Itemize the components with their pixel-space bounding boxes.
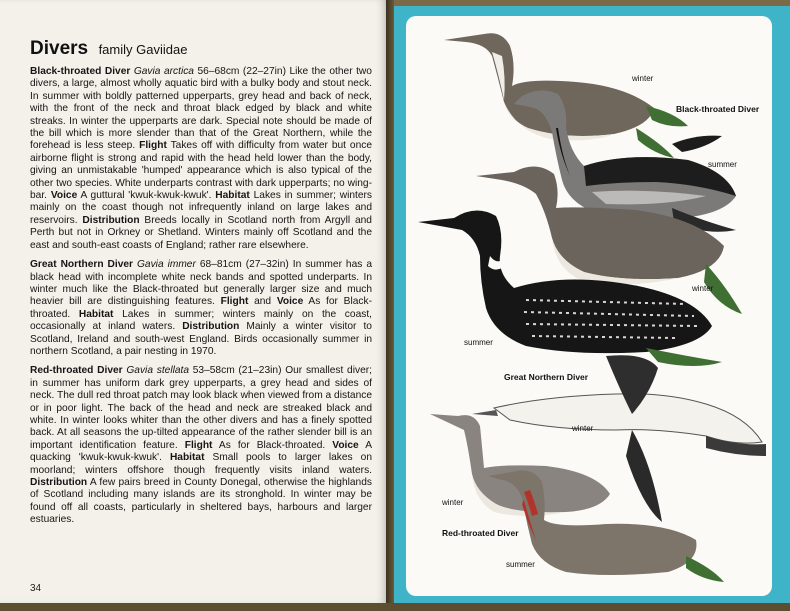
- species-intro: In summer has a black head with incomplete white neck bands and spotted underparts. In winter much like the Black-throated but generally larger size and much heavier bill are distinguishing features.: [30, 259, 372, 308]
- habitat-text: Small pools to larger lakes on moorland; winters offshore though frequently visits inland waters.: [30, 452, 372, 476]
- page-title: Divers: [30, 38, 89, 59]
- species-entry-great-northern: [30, 259, 372, 358]
- species-descriptions: [30, 66, 372, 534]
- book-edge: [0, 603, 790, 611]
- species-latin: Gavia arctica: [133, 66, 194, 77]
- flight-label: Flight: [220, 296, 249, 308]
- flight-voice-text: As for Black-throated.: [30, 296, 372, 320]
- habitat-text: Lakes in summer; winters mainly on the coast though not infrequently inland on large lakes and reservoirs.: [30, 190, 373, 226]
- distribution-label: Distribution: [182, 321, 240, 333]
- voice-text: A quacking 'kwuk-kwuk-kwuk'.: [30, 439, 372, 464]
- distribution-text: Breeds locally in Scotland north from Argyll and Perth but not in Orkney or Shetland. Winters mainly off Scotland and the east and south-east coasts of England; rather rare elsewhere.: [30, 214, 372, 251]
- flight-text: Takes off with difficulty from water but once airborne flight is strong and rapid with the head held lower than the body, giving an unmistakable 'humped' appearance which is also typical of the other two species. White underparts contrast with dark upperparts; no wing-bar.: [30, 140, 372, 202]
- species-latin: Gavia stellata: [126, 365, 190, 377]
- left-page: [0, 0, 388, 603]
- gn-summer-label: summer: [464, 338, 493, 347]
- species-name: Great Northern Diver: [30, 259, 134, 271]
- red-throated-diver-label: Red-throated Diver: [442, 528, 519, 538]
- right-page-border: [394, 6, 790, 603]
- habitat-label: Habitat: [78, 308, 114, 320]
- habitat-label: Habitat: [169, 452, 205, 464]
- bt-winter-label: winter: [632, 74, 654, 83]
- species-entry-black-throated: [30, 66, 372, 252]
- species-size: 56–68cm (22–27in): [197, 66, 286, 77]
- flight-label: Flight: [139, 140, 167, 152]
- book-gutter: [386, 0, 394, 611]
- and-text: and: [254, 296, 272, 308]
- great-northern-diver-label: Great Northern Diver: [504, 372, 589, 382]
- gn-winter-label: winter: [692, 284, 714, 293]
- distribution-text: A few pairs breed in County Donegal, otherwise the highlands of Scotland including many islands are its stronghold. In winter may be found off all coasts, particularly in sheltered bays, harbours and larger estuaries.: [30, 477, 372, 526]
- flight-label: Flight: [184, 439, 213, 451]
- voice-label: Voice: [50, 190, 78, 202]
- rt-winter-flight-label: winter: [572, 424, 594, 433]
- black-throated-diver-label: Black-throated Diver: [676, 104, 760, 114]
- illustration-plate: [406, 16, 772, 596]
- species-intro: Like the other two divers, a large, almost wholly aquatic bird with a bulky body and stout neck. In summer with boldly patterned upperparts, grey head and back of neck, with the front of the neck and throat black edged by black and white streaks. In winter the upperparts are dark. Special note should be made of the bill which is more slender than that of the Great Northern, while the forehead is less steep.: [30, 66, 372, 152]
- family-name: family Gaviidae: [98, 42, 188, 57]
- page-number: 34: [30, 583, 42, 594]
- voice-label: Voice: [332, 439, 359, 451]
- diver-illustrations: [406, 16, 772, 596]
- distribution-label: Distribution: [82, 214, 140, 226]
- species-size: 53–58cm (21–23in): [192, 365, 282, 377]
- distribution-label: Distribution: [30, 477, 88, 488]
- bt-summer-label: summer: [708, 160, 737, 169]
- rt-winter-label: winter: [442, 498, 464, 507]
- rt-summer-label: summer: [506, 560, 535, 569]
- voice-label: Voice: [276, 296, 304, 308]
- voice-text: A guttural 'kwuk-kwuk-kwuk'.: [80, 190, 212, 202]
- species-latin: Gavia immer: [137, 259, 196, 271]
- species-intro: Our smallest diver; in summer has uniform dark grey upperparts, a grey head and sides of neck. The dull red throat patch may look black when viewed from a distance or in poor light. The back of the head and neck are streaked black and white. In winter looks whiter than the other divers and has a finely spotted back. At all seasons the up-tilted appearance of the rather slender bill is an important identification feature.: [30, 365, 372, 451]
- distribution-text: Mainly a winter visitor to Scotland, Ireland and south-west England. Birds occasionally summer in northern Scotland, a pair nesting in 1970.: [30, 321, 372, 357]
- species-entry-red-throated: [30, 365, 372, 526]
- habitat-text: Lakes in summer; winters mainly on the coast, occasionally at inland waters.: [30, 308, 372, 333]
- flight-text: As for Black-throated.: [218, 439, 326, 451]
- species-size: 68–81cm (27–32in): [199, 259, 289, 271]
- species-name: Black-throated Diver: [30, 66, 131, 77]
- habitat-label: Habitat: [215, 190, 250, 202]
- heading: [30, 38, 187, 60]
- species-name: Red-throated Diver: [30, 365, 123, 377]
